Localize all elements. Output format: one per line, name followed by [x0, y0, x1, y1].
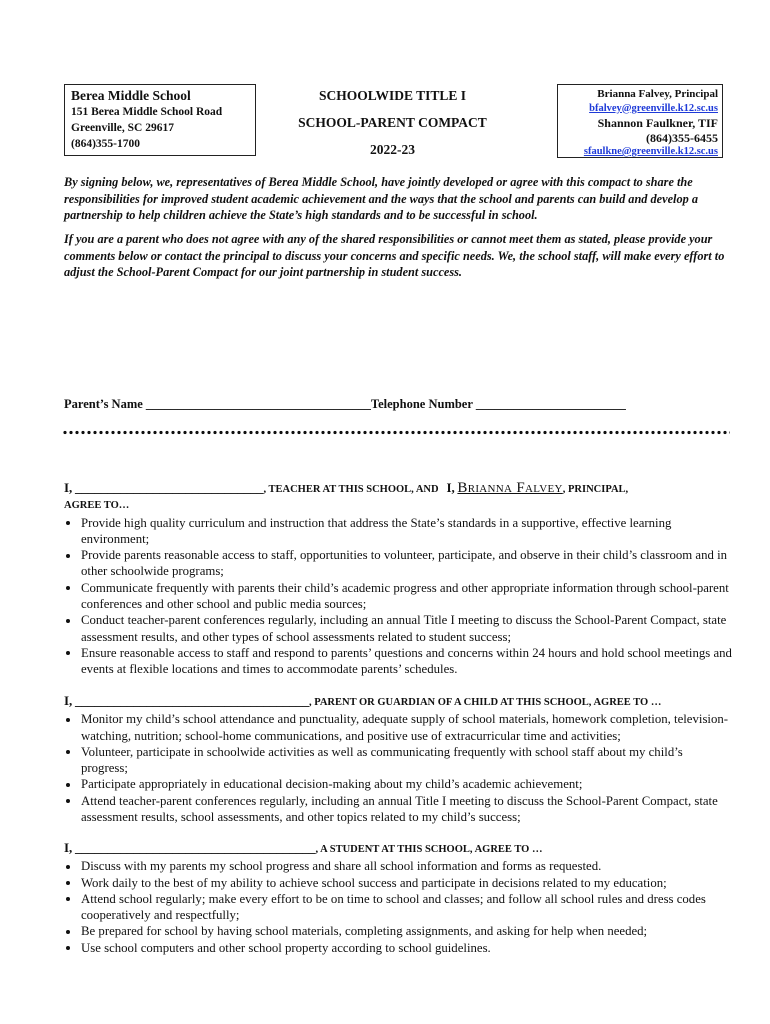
- pledge-i: I,: [64, 480, 73, 495]
- principal-name: Brianna Falvey, Principal: [597, 88, 718, 100]
- teacher-pledge-heading: [64, 480, 732, 515]
- list-item: Volunteer, participate in schoolwide activities as well as communicating frequently with school staff about my child’s progress;: [64, 744, 732, 777]
- pledge-i: I,: [64, 840, 73, 855]
- school-phone: (864)355-1700: [71, 138, 140, 150]
- principal-email-link[interactable]: bfalvey@greenville.k12.sc.us: [589, 102, 718, 114]
- list-item: Discuss with my parents my school progress and share all school information and forms as requested.: [64, 858, 732, 874]
- parent-pledge: [64, 693, 732, 825]
- list-item: Be prepared for school by having school materials, completing assignments, and asking for help when needed;: [64, 923, 732, 939]
- list-item: Provide parents reasonable access to staff, opportunities to volunteer, participate, and observe in their child’s classroom and in other schoolwide programs;: [64, 547, 732, 580]
- teacher-role: , TEACHER AT THIS SCHOOL, AND: [263, 484, 439, 495]
- list-item: Conduct teacher-parent conferences regularly, including an annual Title I meeting to discuss the School-Parent Compact, state assessment results, and other types of school assessments related to student success;: [64, 612, 732, 645]
- list-item: Communicate frequently with parents their child’s academic progress and other appropriate information through school-parent conferences and other school and public media sources;: [64, 580, 732, 613]
- title-line1: SCHOOLWIDE TITLE I: [318, 88, 467, 103]
- list-item: Attend teacher-parent conferences regularly, including an annual Title I meeting to discuss the School-Parent Compact, state assessment results, school assessments, and other topics related to my child’s success;: [64, 793, 732, 826]
- principal-role: , PRINCIPAL,: [562, 484, 629, 495]
- pledge-i-2: I,: [446, 480, 455, 495]
- school-name: Berea Middle School: [71, 88, 191, 103]
- student-role: , A STUDENT AT THIS SCHOOL, AGREE TO …: [315, 844, 543, 855]
- document-title: [270, 86, 515, 167]
- agree-to-label: AGREE TO…: [64, 500, 130, 512]
- parent-name-field[interactable]: ____________________________________: [145, 397, 371, 411]
- telephone-field[interactable]: ________________________: [475, 397, 626, 411]
- list-item: Participate appropriately in educational decision-making about my child’s academic achievement;: [64, 776, 732, 792]
- list-item: Monitor my child’s school attendance and punctuality, adequate supply of school materials, homework completion, television-watching, nutrition; school-home communications, and positive use of extracurricular time and activities;: [64, 711, 732, 744]
- pledge-i: I,: [64, 693, 73, 708]
- parent-name-label: Parent’s Name: [64, 397, 143, 411]
- intro-paragraph-2: If you are a parent who does not agree with any of the shared responsibilities or cannot meet them as stated, please provide your comments below or contact the principal to discuss your concerns and specific needs. We, the school staff, will make every effort to adjust the School-Parent Compact for our joint partnership in student success.: [64, 232, 725, 279]
- list-item: Attend school regularly; make every effort to be on time to school and classes; and follow all school rules and dress codes cooperatively and respectfully;: [64, 891, 732, 924]
- school-year: 2022-23: [370, 142, 415, 157]
- school-address-line1: 151 Berea Middle School Road: [71, 106, 223, 118]
- tif-name: Shannon Faulkner, TIF: [597, 116, 718, 130]
- tif-phone: (864)355-6455: [646, 130, 718, 145]
- school-address-line2: Greenville, SC 29617: [71, 122, 174, 134]
- principal-signature-name: Brianna Falvey: [457, 480, 563, 496]
- teacher-responsibilities-list: [64, 515, 732, 678]
- list-item: Work daily to the best of my ability to achieve school success and participate in decisions related to my education;: [64, 875, 732, 891]
- parent-responsibilities-list: [64, 711, 732, 825]
- parent-guardian-name-field[interactable]: ____________________________________: [74, 693, 309, 708]
- list-item: Provide high quality curriculum and instruction that address the State’s standards in a supportive, effective learning environment;: [64, 515, 732, 548]
- teacher-principal-pledge: [64, 480, 732, 678]
- school-info-box: [64, 84, 256, 156]
- dotted-divider: [62, 430, 730, 435]
- parent-pledge-heading: [64, 693, 732, 711]
- student-pledge: [64, 840, 732, 956]
- intro-paragraph-1: By signing below, we, representatives of Berea Middle School, have jointly developed or agree with this compact to share the responsibilities for improved student academic achievement and the ways that the school and parents can build and develop a partnership to help children achieve the State’s high standards and to be successful in school.: [64, 175, 698, 222]
- student-responsibilities-list: [64, 858, 732, 956]
- student-name-field[interactable]: _____________________________________: [74, 840, 316, 855]
- list-item: Use school computers and other school property according to school guidelines.: [64, 940, 732, 956]
- student-pledge-heading: [64, 840, 732, 858]
- list-item: Ensure reasonable access to staff and respond to parents’ questions and concerns within 24 hours and hold school meetings and events at flexible locations and times to accommodate parents’ schedules.: [64, 645, 732, 678]
- title-line2: SCHOOL-PARENT COMPACT: [298, 115, 487, 130]
- tif-email-link[interactable]: sfaulkne@greenville.k12.sc.us: [583, 146, 718, 157]
- parent-role: , PARENT OR GUARDIAN OF A CHILD AT THIS SCHOOL, AGREE TO …: [308, 697, 662, 708]
- parent-signature-line: [64, 397, 728, 412]
- telephone-label: Telephone Number: [370, 397, 473, 411]
- contacts-box: [557, 84, 723, 158]
- teacher-name-field[interactable]: _____________________________: [74, 480, 264, 495]
